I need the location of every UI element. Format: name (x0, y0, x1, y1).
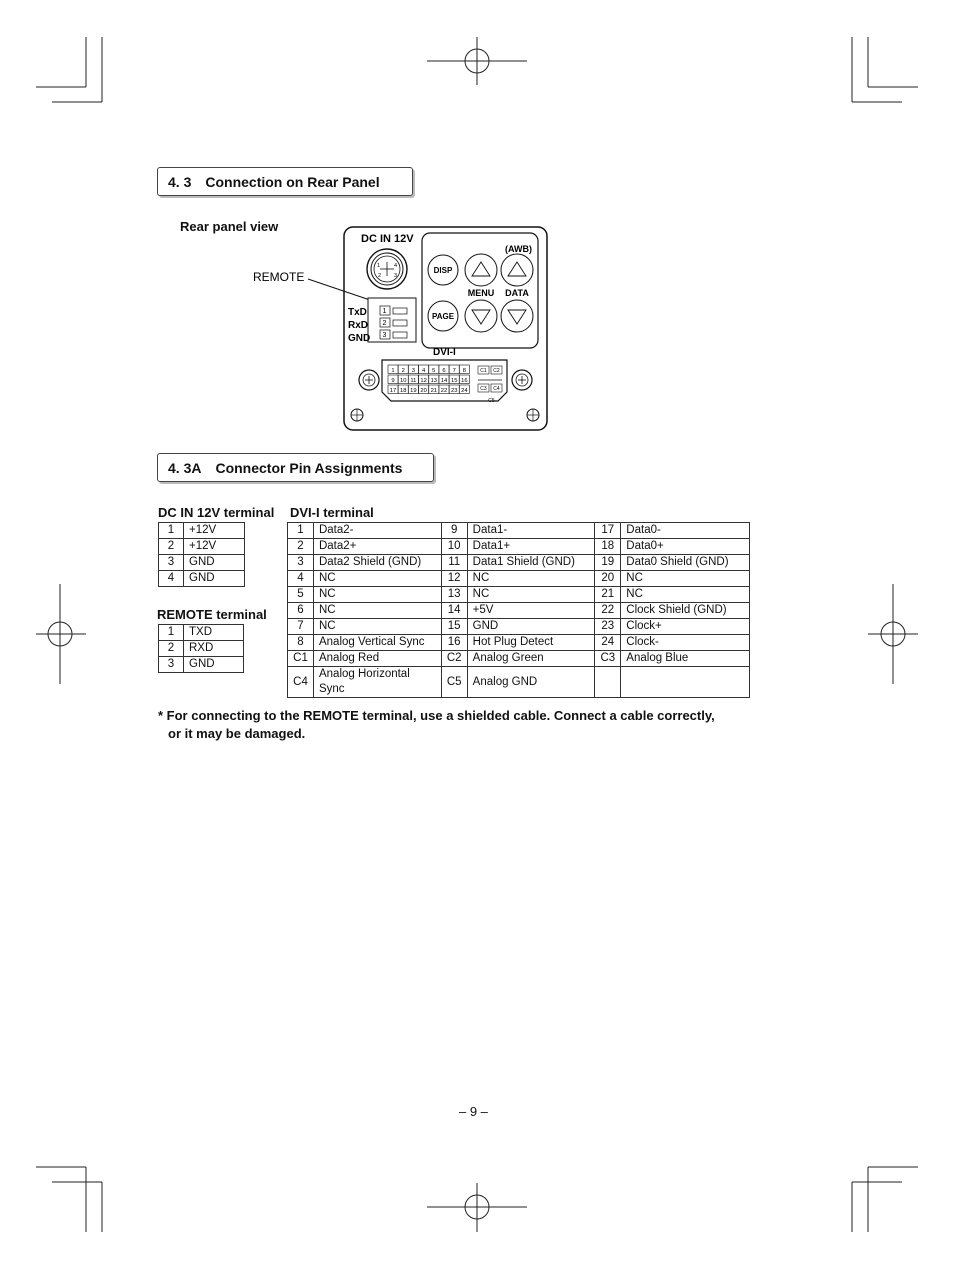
remote-table-title: REMOTE terminal (157, 607, 267, 622)
dvi-pin-label: 1 (391, 367, 395, 374)
dvi-pin-label: 20 (420, 387, 427, 394)
pin-number-cell: 22 (595, 603, 621, 619)
dvi-c-pin-label: C2 (493, 368, 500, 375)
table-row: 3 GND (159, 555, 245, 571)
pin-number-cell: 18 (595, 539, 621, 555)
dvi-pin-table (287, 522, 750, 698)
rxd-label: RxD (348, 320, 369, 331)
signal-cell: Hot Plug Detect (467, 635, 595, 651)
pin-number-cell: 19 (595, 555, 621, 571)
screw-icon (359, 370, 379, 390)
pin-number-cell: 2 (288, 539, 314, 555)
dvi-pin-label: 11 (410, 377, 417, 384)
signal-cell: Data1+ (467, 539, 595, 555)
dvi-pin-label: 7 (452, 367, 456, 374)
signal-cell: NC (313, 619, 441, 635)
signal-cell: NC (313, 587, 441, 603)
pin-number-cell: 15 (441, 619, 467, 635)
disp-label: DISP (433, 266, 453, 275)
table-row (288, 587, 750, 603)
dvi-pin-label: 5 (432, 367, 436, 374)
dvi-pin-label: 2 (401, 367, 405, 374)
screw-icon (512, 370, 532, 390)
warning-note-line1: * For connecting to the REMOTE terminal, use a shielded cable. Connect a cable correctly, (158, 708, 715, 723)
pin-number-cell: C4 (288, 667, 314, 698)
dvi-table-title: DVI-I terminal (290, 505, 374, 520)
signal-cell: Data2- (313, 523, 441, 539)
gnd-label: GND (348, 333, 371, 344)
data-label: DATA (505, 288, 529, 298)
remote-pin-label: 2 (382, 320, 387, 327)
dvi-pin-label: 14 (440, 377, 448, 384)
pin-number-cell: 24 (595, 635, 621, 651)
signal-cell: NC (621, 587, 750, 603)
signal-cell: Analog Green (467, 651, 595, 667)
dvi-c-pin-label: C5 (488, 398, 495, 405)
signal-cell: Data0 Shield (GND) (621, 555, 750, 571)
dvi-pin-label: 6 (442, 367, 446, 374)
menu-label: MENU (467, 288, 495, 298)
pin-number-cell: 20 (595, 571, 621, 587)
pin-number-cell: 9 (441, 523, 467, 539)
dvi-pin-label: 21 (430, 387, 438, 394)
data-down-button (501, 300, 533, 332)
signal-cell (621, 667, 750, 698)
signal-cell: NC (467, 587, 595, 603)
dc-pin-label: 3 (394, 273, 398, 279)
dc-pin-label: 1 (377, 263, 381, 269)
table-row: 2 +12V (159, 539, 245, 555)
dvi-pin-label: 3 (411, 367, 416, 374)
dc-pin-label: 4 (394, 263, 398, 269)
signal-cell: Analog GND (467, 667, 595, 698)
dvi-c-pin-label: C1 (480, 368, 487, 375)
dvi-connector (382, 360, 507, 404)
table-row: 3 GND (159, 657, 244, 673)
table-row: 1 +12V (159, 523, 245, 539)
signal-cell: Analog Blue (621, 651, 750, 667)
table-row (288, 555, 750, 571)
dvi-c-pin-label: C4 (493, 386, 500, 393)
table-row (288, 539, 750, 555)
signal-cell: Data0- (621, 523, 750, 539)
dvi-pin-label: 12 (420, 377, 427, 384)
dvi-pin-label: 23 (450, 387, 458, 394)
dc-pin-table (158, 522, 245, 587)
dvi-pin-label: 13 (430, 377, 438, 384)
remote-connector (368, 298, 416, 342)
dc-pin-label: 2 (378, 273, 382, 279)
rear-panel-diagram (240, 222, 552, 434)
menu-up-button (465, 254, 497, 286)
pin-number-cell: 12 (441, 571, 467, 587)
menu-down-button (465, 300, 497, 332)
signal-cell: Clock+ (621, 619, 750, 635)
table-row (288, 571, 750, 587)
signal-cell: Data1- (467, 523, 595, 539)
pin-number-cell: C1 (288, 651, 314, 667)
pin-number-cell: 21 (595, 587, 621, 603)
dvi-pin-label: 4 (421, 367, 426, 374)
pin-number-cell: 8 (288, 635, 314, 651)
signal-cell: Clock Shield (GND) (621, 603, 750, 619)
signal-cell: +5V (467, 603, 595, 619)
page-button (428, 301, 458, 331)
table-row (288, 667, 750, 698)
pin-number-cell: 1 (288, 523, 314, 539)
signal-cell: Analog Horizontal Sync (313, 667, 441, 698)
section-title: Connector Pin Assignments (215, 459, 403, 476)
signal-cell: Data0+ (621, 539, 750, 555)
dvi-pin-label: 15 (450, 377, 458, 384)
dvi-pin-label: 17 (389, 387, 397, 394)
pin-number-cell: 14 (441, 603, 467, 619)
disp-button (428, 255, 458, 285)
pin-number-cell: 6 (288, 603, 314, 619)
pin-number-cell: 7 (288, 619, 314, 635)
dc-in-label: DC IN 12V (361, 233, 414, 245)
pin-number-cell: C2 (441, 651, 467, 667)
signal-cell: Clock- (621, 635, 750, 651)
table-row: 2 RXD (159, 641, 244, 657)
dc-table-title: DC IN 12V terminal (158, 505, 275, 520)
pin-number-cell: 10 (441, 539, 467, 555)
remote-pin-table (158, 624, 244, 673)
pin-number-cell: 3 (288, 555, 314, 571)
section-number: 4. 3A (168, 459, 202, 476)
pin-number-cell: 23 (595, 619, 621, 635)
signal-cell: NC (313, 571, 441, 587)
signal-cell: Data2 Shield (GND) (313, 555, 441, 571)
pin-number-cell: 5 (288, 587, 314, 603)
dvi-label: DVI-I (433, 347, 456, 358)
table-row (288, 651, 750, 667)
table-row: 1 TXD (159, 625, 244, 641)
remote-pin-label: 1 (382, 308, 387, 315)
dvi-c-pin-label: C3 (480, 386, 487, 393)
dvi-pin-label: 9 (391, 377, 395, 384)
table-row (288, 523, 750, 539)
page-number: – 9 – (459, 1104, 488, 1119)
dvi-pin-label: 16 (461, 377, 468, 384)
dvi-pin-label: 24 (461, 387, 468, 394)
mount-hole-icon (351, 409, 363, 421)
awb-label: (AWB) (505, 244, 532, 254)
table-row (288, 619, 750, 635)
signal-cell: Data1 Shield (GND) (467, 555, 595, 571)
dvi-pin-label: 18 (399, 387, 407, 394)
txd-label: TxD (348, 307, 367, 318)
dvi-pin-label: 19 (410, 387, 417, 394)
page-label: PAGE (431, 312, 455, 321)
signal-cell: NC (621, 571, 750, 587)
remote-pin-label: 3 (382, 332, 387, 339)
dvi-pin-label: 8 (462, 367, 467, 374)
pin-number-cell: 13 (441, 587, 467, 603)
section-header-4-3a (157, 453, 434, 482)
table-row (288, 603, 750, 619)
section-header-4-3 (157, 167, 413, 196)
rear-panel-view-label: Rear panel view (180, 219, 279, 234)
pin-number-cell: 11 (441, 555, 467, 571)
section-title: Connection on Rear Panel (205, 173, 380, 190)
signal-cell: GND (467, 619, 595, 635)
pin-number-cell: C3 (595, 651, 621, 667)
section-number: 4. 3 (168, 173, 192, 190)
signal-cell: NC (313, 603, 441, 619)
signal-cell: Analog Vertical Sync (313, 635, 441, 651)
dvi-pin-label: 22 (440, 387, 448, 394)
mount-hole-icon (527, 409, 539, 421)
signal-cell: NC (467, 571, 595, 587)
pin-number-cell (595, 667, 621, 698)
pin-number-cell: C5 (441, 667, 467, 698)
pin-number-cell: 17 (595, 523, 621, 539)
signal-cell: Analog Red (313, 651, 441, 667)
data-up-button (501, 254, 533, 286)
remote-callout-label: REMOTE (253, 270, 305, 284)
table-row (288, 635, 750, 651)
dvi-pin-label: 10 (399, 377, 407, 384)
warning-note-line2: or it may be damaged. (168, 726, 306, 741)
table-row: 4 GND (159, 571, 245, 587)
pin-number-cell: 4 (288, 571, 314, 587)
pin-number-cell: 16 (441, 635, 467, 651)
signal-cell: Data2+ (313, 539, 441, 555)
